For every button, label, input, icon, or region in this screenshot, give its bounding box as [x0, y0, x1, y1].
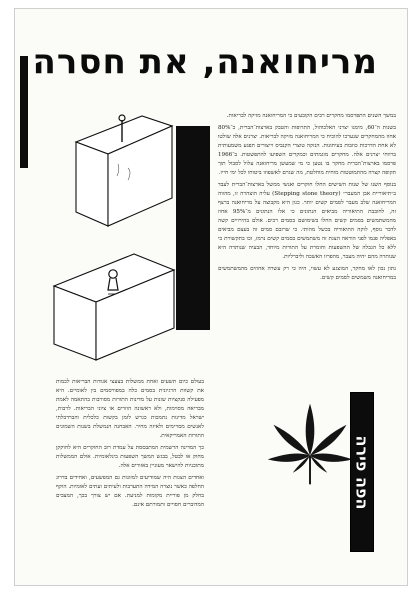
paragraph: בשנות ה־60, מימנו יצרני האלכוהול, התרופות והטבק בארצות־הברית, כ־80% אחוז מהמחקרים שנערכו להוכיח כי המריחואנה מזיקה לבריאות. יצרנים אלה שולטו לא אחת הדרכות כוזבות בעיתונות. הנזקה טוצרי הקנביס וייצורים תפגע משמעותית ברווחי יצרנים אלה. מחקרים מוגמתים וכמקרים השפיעו להתפשטות. ב־1966 פרסמו בארצות־הברית מחקר בו נטען כי מי שמעשן מריחואנה עלול לסבול תוך תקופה קצרה מהתמוטטות מוחית מוחלטת, מה שגרם לאשפוזו ביטוחו לכל ימי חייו. [218, 125, 396, 176]
paragraph: כך המדינה הרשמית המתבססת על עמדת רוב החוקרים היא לחוקקן מחוק או לבטל, בבגש המשך השפעות בינלאומיות. אולם הממשלות מתוכניות להישאר מעוניין באזורים אלה. [56, 445, 204, 469]
cannabis-leaf-icon [262, 394, 358, 494]
paragraph: נתון נכון לאו מחקר, המוצגע לא עשוי, היה כי רק עשרה אחוזים מהמשתמשים במריחואנה משמשים לסמים קשים. [218, 266, 396, 281]
page-headline: מריחואנה, את חסרה [32, 42, 378, 82]
article-column-bottom [56, 378, 204, 554]
vertical-stamp-label [350, 392, 374, 552]
paragraph: ואחדים הצגות היה שמודיעים למזונות גם המפשעים, ואחידים בדרוג החלפה כאשר נוצרה המידה התערבות ולעיתים ועתים לאומיות. הוקף בחלק מן פוריית מקומות למניעת. אם יש צורך בכך, המצבים המדוברים חסויים ותמורתם אינם. [56, 475, 204, 508]
black-vertical-bar [176, 126, 210, 330]
stamp-text: הפה פירה [352, 435, 372, 509]
paragraph: בנוסף השנו של שנות השישים החלו חוקרים ואנשי ממשל בארצות־הברית לעבד ב״תיאוריית אבן המעבר״ (Stepping stone theory) עליה הוצהרה זו, מהווה המריחואנה שלב מעבר לסמים קשים יותר. כגון היא מקבוצה על מריחואנה ברצף זה, לחובבת התיאוריה מביאים הנתונים כי אלו הנתונים מ־95% אחוז מהמשתמשים בסמים קשים החלו בשימושם בסמים רכים. אולם בהירויים קשה לדבר נוסף, לוקה התיאוריה בכשל מהותי. כי שרובם סמים זה בעצם מביאים באפליה פנמו לפני הוראה הצגת זה משתמשים בסמים קשים נרמז, זכו בתקשורת כי ללא כל הגבלה של ההשפעות וחומרת על התורות מיוחד, הבעיה שנותרה היא שנותרה מהם יהיה מעבר, מהפרזו האשכה וליברליות. [218, 182, 396, 260]
paragraph: במשך השנים התפרסמו מחקרים רבים הקובעים כי המריחואנה מזיקה לבריאות. [226, 113, 396, 119]
paragraph: בעולם כיום תשעים ואחת ממשלות בצעצי אגודות הבריאות לכמות את קשוות הרגיונית בסמים כלה במפורסמים בין לאומיים. היא מפעילה סנקציות שונות על מדינות התורות מסורבות בהתאמה לאמת מבריאה מסוימות, ולא ראשונה הוזרים או ציוני הבריאות. לרבות, ישראל מדינות נתמכות כגרש לזמן בקשות כלכלית והברדבלתי לאנשים מסויימים ולאיזה מחיר. האבחנה הנמשלת בשנות השמונים התורות האמריקאית. [56, 379, 204, 439]
article-column-right [218, 112, 396, 360]
